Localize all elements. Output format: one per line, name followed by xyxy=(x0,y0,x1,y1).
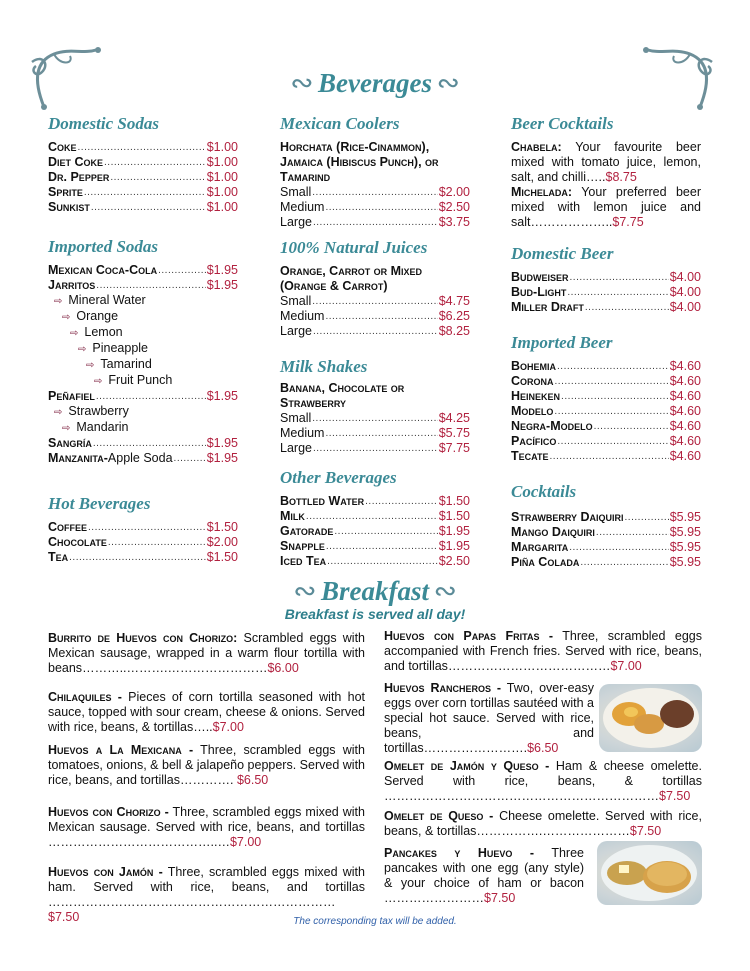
dot-leader xyxy=(325,200,437,215)
menu-item: Manzanita- Apple Soda ..... $1.95 xyxy=(48,451,238,466)
dot-leader xyxy=(554,404,668,419)
size-price: $5.75 xyxy=(438,426,470,440)
dot-leader xyxy=(91,200,206,215)
item-name: Tecate xyxy=(511,449,549,463)
menu-item: Peñafiel ..... $1.95 xyxy=(48,389,238,404)
item-name: Diet Coke xyxy=(48,155,104,169)
size-name: Medium xyxy=(280,200,325,214)
item-price: $4.00 xyxy=(669,270,701,284)
dot-leader xyxy=(312,185,437,200)
item-price: $2.00 xyxy=(206,535,238,549)
menu-item xyxy=(48,155,238,170)
dot-leader xyxy=(580,555,668,570)
flavor-name: Pineapple xyxy=(92,341,148,355)
item-price: $5.95 xyxy=(669,540,701,554)
beverages-title: Beverages xyxy=(318,68,432,98)
size-row xyxy=(280,324,470,339)
arrow-icon: ⇨ xyxy=(62,423,71,434)
item-description: Horchata (Rice-Cinammon), Jamaica (Hibiscus Punch), or Tamarind xyxy=(280,140,439,184)
item-price: $4.60 xyxy=(669,434,701,448)
item-price: $5.95 xyxy=(669,525,701,539)
shakes-sizes xyxy=(280,411,470,456)
size-price: $8.25 xyxy=(438,324,470,338)
flavor-name: Tamarind xyxy=(100,357,152,371)
item-name: Strawberry Daiquiri xyxy=(511,510,624,524)
item-price: $1.00 xyxy=(206,155,238,169)
arrow-icon: ⇨ xyxy=(70,328,79,339)
flavor-name: Fruit Punch xyxy=(108,373,173,387)
size-row xyxy=(280,215,470,230)
size-price: $7.75 xyxy=(438,441,470,455)
jarritos-flavors xyxy=(48,293,238,389)
arrow-icon: ⇨ xyxy=(94,376,103,387)
menu-item xyxy=(280,509,470,524)
item-price: $4.60 xyxy=(669,449,701,463)
item-price: $1.00 xyxy=(206,185,238,199)
item-name: Coke xyxy=(48,140,77,154)
size-name: Medium xyxy=(280,309,325,323)
michelada-item: Michelada: Your preferred beer mixed with lemon juice and salt………………..$7.75 xyxy=(511,185,701,229)
menu-item: Mexican Coca-Cola ..... $1.95 xyxy=(48,263,238,278)
dot-leader xyxy=(327,554,438,569)
flavor-item xyxy=(48,357,238,373)
item-price: $5.95 xyxy=(669,510,701,524)
dot-leader xyxy=(108,535,206,550)
menu-item xyxy=(48,535,238,550)
size-price: $3.75 xyxy=(438,215,470,229)
menu-item xyxy=(48,185,238,200)
dot-leader xyxy=(557,359,669,374)
item-name: Corona xyxy=(511,374,554,388)
size-row xyxy=(280,441,470,456)
section-title: Mexican Coolers xyxy=(280,114,400,133)
flavor-item xyxy=(48,373,238,389)
dot-leader xyxy=(312,294,437,309)
dot-leader xyxy=(325,426,437,441)
dot-leader xyxy=(567,285,668,300)
menu-item: Sangría ..... $1.95 xyxy=(48,436,238,451)
menu-item: Jarritos ..... $1.95 xyxy=(48,278,238,293)
chabela-item: Chabela: Your favourite beer mixed with tomato juice, lemon, salt, and chilli…..$8.75 xyxy=(511,140,701,184)
dot-leader xyxy=(561,389,669,404)
domestic-beer-list xyxy=(511,270,701,315)
arrow-icon: ⇨ xyxy=(62,312,71,323)
item-price: $4.00 xyxy=(669,300,701,314)
size-row xyxy=(280,185,470,200)
size-price: $4.25 xyxy=(438,411,470,425)
pancakes-photo xyxy=(597,841,702,905)
breakfast-item: Omelet de Jamón y Queso - Ham & cheese omelette. Served with rice, beans, & tortillas …………………………………………………………$7.50 xyxy=(384,759,702,803)
flavor-item xyxy=(48,309,238,325)
size-name: Medium xyxy=(280,426,325,440)
dot-leader xyxy=(306,509,438,524)
item-price: $4.60 xyxy=(669,374,701,388)
dot-leader xyxy=(594,419,669,434)
flavor-name: Strawberry xyxy=(68,404,129,418)
size-row xyxy=(280,411,470,426)
dot-leader xyxy=(313,324,438,339)
breakfast-item: Huevos Rancheros - Two, over-easy eggs over corn tortillas sautéed with a special hot sauce. Served with rice, beans, and tortillas…………………….$6.50 xyxy=(384,681,594,755)
dot-leader xyxy=(570,270,669,285)
dot-leader xyxy=(104,155,206,170)
dot-leader xyxy=(312,411,437,426)
penafiel-flavors xyxy=(48,404,238,436)
menu-item xyxy=(511,359,701,374)
item-name: Milk xyxy=(280,509,305,523)
flavor-name: Mineral Water xyxy=(68,293,146,307)
menu-item xyxy=(280,524,470,539)
size-name: Small xyxy=(280,185,312,199)
dot-leader xyxy=(88,520,206,535)
menu-item xyxy=(511,270,701,285)
item-name: Sunkist xyxy=(48,200,90,214)
breakfast-heading xyxy=(0,576,750,607)
item-name: Snapple xyxy=(280,539,325,553)
flourish-right-icon: ∾ xyxy=(436,67,460,98)
menu-item xyxy=(48,170,238,185)
section-title: Hot Beverages xyxy=(48,494,151,513)
flavor-item xyxy=(48,341,238,357)
menu-item xyxy=(511,540,701,555)
menu-item xyxy=(280,539,470,554)
size-name: Large xyxy=(280,441,312,455)
flavor-item xyxy=(48,325,238,341)
breakfast-title: Breakfast xyxy=(321,576,429,606)
other-beverages-list xyxy=(280,494,470,569)
dot-leader xyxy=(313,441,438,456)
section-title: Domestic Beer xyxy=(511,244,614,263)
dot-leader xyxy=(569,540,668,555)
item-price: $4.60 xyxy=(669,404,701,418)
menu-item xyxy=(511,525,701,540)
item-name: Bottled Water xyxy=(280,494,365,508)
size-name: Small xyxy=(280,294,312,308)
cocktails-list xyxy=(511,510,701,570)
size-price: $2.00 xyxy=(438,185,470,199)
item-price: $4.60 xyxy=(669,359,701,373)
dot-leader xyxy=(84,185,206,200)
column-1 xyxy=(48,114,238,565)
arrow-icon: ⇨ xyxy=(86,360,95,371)
imported-beer-list xyxy=(511,359,701,464)
menu-item xyxy=(511,555,701,570)
dot-leader xyxy=(69,550,206,565)
menu-item xyxy=(511,510,701,525)
tax-note: The corresponding tax will be added. xyxy=(293,916,457,927)
breakfast-subtitle: Breakfast is served all day! xyxy=(284,606,466,622)
item-price: $4.60 xyxy=(669,389,701,403)
item-price: $1.50 xyxy=(438,509,470,523)
breakfast-item: Huevos con Papas Fritas - Three, scrambled eggs accompanied with French fries. Served with rice, beans, and tortillas…………………………………$7.00 xyxy=(384,629,702,673)
juices-sizes xyxy=(280,294,470,339)
flourish-left-icon: ∾ xyxy=(290,67,314,98)
menu-item xyxy=(280,554,470,569)
breakfast-item: Omelet de Queso - Cheese omelette. Served with rice, beans, & tortillas…………….…………………$7.50 xyxy=(384,809,702,838)
menu-item xyxy=(511,449,701,464)
breakfast-item: Huevos con Chorizo - Three, scrambled eggs mixed with Mexican sausage. Served with rice, beans, and tortillas …………………………………..…$7.00 xyxy=(48,805,365,849)
section-title: Beer Cocktails xyxy=(511,114,614,133)
flavor-item xyxy=(48,293,238,309)
item-name: Coffee xyxy=(48,520,88,534)
dot-leader xyxy=(313,215,438,230)
flavor-name: Mandarin xyxy=(76,420,129,434)
breakfast-item: Huevos con Jamón - Three, scrambled eggs mixed with ham. Served with rice, beans, and tortillas ……………………………………………………………$7.50 xyxy=(48,865,365,924)
menu-item xyxy=(511,285,701,300)
item-price: $4.00 xyxy=(669,285,701,299)
breakfast-item: Chilaquiles - Pieces of corn tortilla seasoned with hot sauce, topped with sour cream, cheese & onions. Served with rice, beans, & tortillas…..$7.00 xyxy=(48,690,365,734)
item-name: Negra-Modelo xyxy=(511,419,593,433)
item-price: $1.00 xyxy=(206,170,238,184)
dot-leader xyxy=(549,449,668,464)
item-price: $4.60 xyxy=(669,419,701,433)
dot-leader xyxy=(326,539,438,554)
menu-item xyxy=(48,200,238,215)
menu-item xyxy=(511,419,701,434)
size-row xyxy=(280,426,470,441)
size-name: Large xyxy=(280,215,312,229)
breakfast-item: Burrito de Huevos con Chorizo: Scrambled eggs with Mexican sausage, wrapped in a warm flour tortilla with beans………..……….……………………$6.00 xyxy=(48,631,365,675)
item-name: Bohemia xyxy=(511,359,557,373)
item-price: $1.95 xyxy=(438,524,470,538)
item-name: Miller Draft xyxy=(511,300,584,314)
menu-item xyxy=(511,434,701,449)
section-title: Other Beverages xyxy=(280,468,397,487)
item-name: Pacífico xyxy=(511,434,557,448)
item-name: Tea xyxy=(48,550,69,564)
menu-item xyxy=(280,494,470,509)
item-name: Piña Colada xyxy=(511,555,580,569)
flavor-item xyxy=(48,420,238,436)
item-name: Iced Tea xyxy=(280,554,327,568)
beverages-heading xyxy=(0,68,750,99)
menu-item xyxy=(511,389,701,404)
arrow-icon: ⇨ xyxy=(54,296,63,307)
breakfast-item: Huevos a La Mexicana - Three, scrambled eggs with tomatoes, onions, & bell & jalapeño peppers. Served with rice, beans, and tortillas…………. $6.50 xyxy=(48,743,365,787)
dot-leader xyxy=(325,309,437,324)
arrow-icon: ⇨ xyxy=(78,344,87,355)
breakfast-item: Pancakes y Huevo - Three pancakes with one egg (any style) & your choice of ham or bacon ……………………$7.50 xyxy=(384,846,584,905)
dot-leader xyxy=(365,494,438,509)
flourish-left-icon: ∾ xyxy=(293,575,317,606)
size-name: Large xyxy=(280,324,312,338)
item-price: $1.95 xyxy=(438,539,470,553)
domestic-sodas-list xyxy=(48,140,238,215)
item-name: Chocolate xyxy=(48,535,107,549)
item-price: $1.50 xyxy=(206,550,238,564)
item-description: Orange, Carrot or Mixed (Orange & Carrot) xyxy=(280,264,423,293)
dot-leader xyxy=(78,140,206,155)
flavor-item xyxy=(48,404,238,420)
size-row xyxy=(280,294,470,309)
item-name: Modelo xyxy=(511,404,554,418)
item-name: Bud-Light xyxy=(511,285,567,299)
column-2 xyxy=(280,114,470,569)
size-row xyxy=(280,309,470,324)
dot-leader xyxy=(334,524,437,539)
flourish-right-icon: ∾ xyxy=(433,575,457,606)
item-name: Budweiser xyxy=(511,270,569,284)
item-name: Margarita xyxy=(511,540,569,554)
hot-beverages-list xyxy=(48,520,238,565)
menu-item xyxy=(48,140,238,155)
section-title: Cocktails xyxy=(511,482,577,501)
dot-leader xyxy=(596,525,669,540)
column-3 xyxy=(511,114,701,570)
item-description: Banana, Chocolate or Strawberry xyxy=(280,381,405,410)
flavor-name: Lemon xyxy=(84,325,123,339)
size-price: $4.75 xyxy=(438,294,470,308)
dot-leader xyxy=(557,434,668,449)
dot-leader xyxy=(555,374,669,389)
huevos-rancheros-photo xyxy=(599,684,702,752)
flavor-name: Orange xyxy=(76,309,119,323)
menu-item xyxy=(511,404,701,419)
dot-leader xyxy=(110,170,205,185)
item-name: Mango Daiquiri xyxy=(511,525,595,539)
item-name: Sprite xyxy=(48,185,83,199)
arrow-icon: ⇨ xyxy=(54,407,63,418)
menu-item xyxy=(511,300,701,315)
item-price: $1.50 xyxy=(206,520,238,534)
coolers-sizes xyxy=(280,185,470,230)
size-price: $2.50 xyxy=(438,200,470,214)
size-row xyxy=(280,200,470,215)
menu-item xyxy=(48,520,238,535)
section-title: Imported Beer xyxy=(511,333,613,352)
item-price: $1.00 xyxy=(206,140,238,154)
size-name: Small xyxy=(280,411,312,425)
section-title: Imported Sodas xyxy=(48,237,159,256)
item-price: $1.50 xyxy=(438,494,470,508)
item-price: $1.00 xyxy=(206,200,238,214)
item-name: Gatorade xyxy=(280,524,334,538)
item-name: Dr. Pepper xyxy=(48,170,110,184)
section-title: Milk Shakes xyxy=(280,357,368,376)
size-price: $6.25 xyxy=(438,309,470,323)
item-price: $5.95 xyxy=(669,555,701,569)
section-title: Domestic Sodas xyxy=(48,114,159,133)
menu-item xyxy=(511,374,701,389)
dot-leader xyxy=(585,300,669,315)
section-title: 100% Natural Juices xyxy=(280,238,428,257)
item-name: Heineken xyxy=(511,389,561,403)
menu-item xyxy=(48,550,238,565)
item-price: $2.50 xyxy=(438,554,470,568)
dot-leader xyxy=(625,510,669,525)
